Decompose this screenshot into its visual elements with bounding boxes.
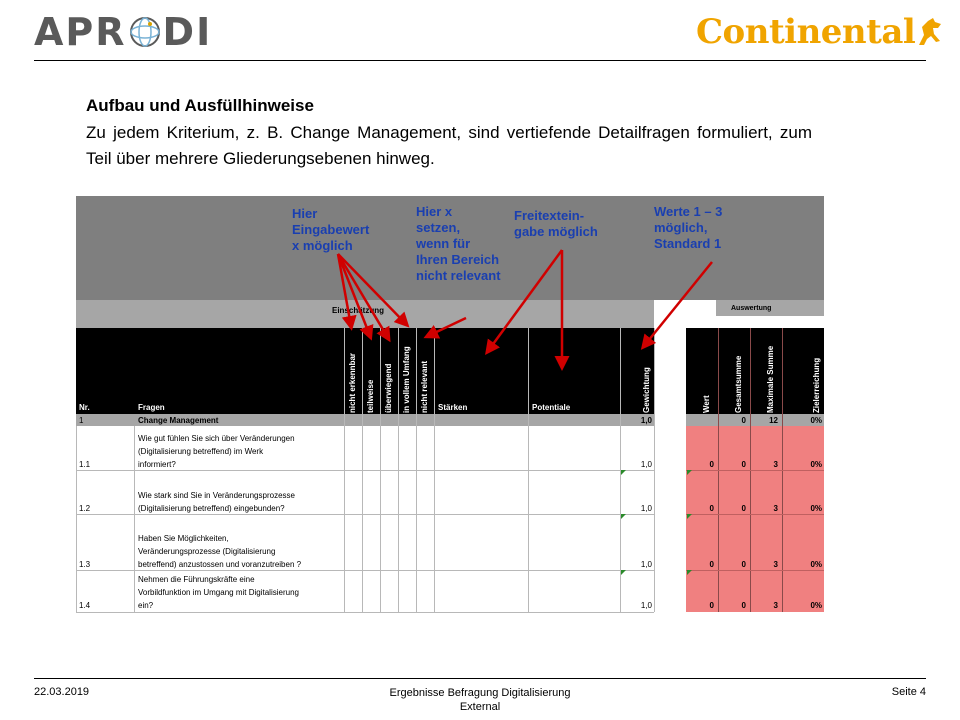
row-maximale-summe: 3 xyxy=(773,601,778,610)
continental-logo xyxy=(696,10,945,54)
col-staerken: Stärken xyxy=(438,403,468,412)
annotation-eingabewert: Hier Eingabewert x möglich xyxy=(292,206,370,253)
row-gewichtung[interactable]: 1,0 xyxy=(640,601,652,610)
row-wert: 0 xyxy=(709,560,714,569)
col-in-vollem-umfang: in vollem Umfang xyxy=(402,346,411,413)
col-nr: Nr. xyxy=(79,403,90,412)
row-wert: 0 xyxy=(709,504,714,513)
row-gesamtsumme: 0 xyxy=(741,560,746,569)
row-question-line: Wie stark sind Sie in Veränderungsprozesse xyxy=(138,491,295,500)
footer-title: Ergebnisse Befragung Digitalisierung External xyxy=(389,687,571,713)
col-gewichtung: Gewichtung xyxy=(642,367,651,413)
apr-logo xyxy=(34,10,212,54)
annotation-arrows xyxy=(76,196,824,614)
row-zielerreichung: 0% xyxy=(810,504,822,513)
annotation-freitext: Freitextein- gabe möglich xyxy=(514,208,598,239)
col-maximale-summe: Maximale Summe xyxy=(766,345,775,413)
row-zielerreichung: 0% xyxy=(810,460,822,469)
apr-logo-text-start: APR xyxy=(34,10,127,54)
row-zielerreichung: 0% xyxy=(810,560,822,569)
row-gesamtsumme: 0 xyxy=(741,504,746,513)
row-gesamtsumme: 0 xyxy=(741,601,746,610)
apr-logo-text-end: DI xyxy=(162,10,213,54)
section-zielerreichung: 0% xyxy=(810,416,822,425)
annotation-nicht-relevant: Hier x setzen, wenn für Ihren Bereich nicht relevant xyxy=(416,204,501,283)
header-divider xyxy=(34,60,926,61)
row-question-line: informiert? xyxy=(138,460,176,469)
row-question-line: ein? xyxy=(138,601,154,610)
row-question-line: (Digitalisierung betreffend) im Werk xyxy=(138,447,264,456)
row-gewichtung[interactable]: 1,0 xyxy=(640,560,652,569)
row-maximale-summe: 3 xyxy=(773,560,778,569)
group-label-auswertung: Auswertung xyxy=(731,305,772,312)
continental-logo-text: Continental xyxy=(696,12,916,52)
col-ueberwiegend: überwiegend xyxy=(384,363,393,413)
footer-date: 22.03.2019 xyxy=(34,686,90,698)
annotation-werte: Werte 1 – 3 möglich, Standard 1 xyxy=(654,204,723,251)
section-maximale-summe: 12 xyxy=(769,416,778,425)
section-gesamtsumme: 0 xyxy=(741,416,746,425)
row-wert: 0 xyxy=(709,460,714,469)
col-fragen: Fragen xyxy=(138,403,165,412)
group-label-einschaetzung: Einschätzung xyxy=(332,306,385,315)
row-maximale-summe: 3 xyxy=(773,504,778,513)
col-wert: Wert xyxy=(702,395,711,413)
row-nr: 1.4 xyxy=(79,601,91,610)
row-nr: 1.2 xyxy=(79,504,91,513)
col-gesamtsumme: Gesamtsumme xyxy=(734,355,743,413)
globe-icon xyxy=(128,15,162,49)
row-question-line: Nehmen die Führungskräfte eine xyxy=(138,575,255,584)
questionnaire-table xyxy=(76,196,824,614)
row-gesamtsumme: 0 xyxy=(741,460,746,469)
row-gewichtung[interactable]: 1,0 xyxy=(640,460,652,469)
row-nr: 1.3 xyxy=(79,560,91,569)
row-wert: 0 xyxy=(709,601,714,610)
col-teilweise: teilweise xyxy=(366,379,375,413)
footer-page-number: Seite 4 xyxy=(891,686,926,698)
section-gewichtung: 1,0 xyxy=(640,416,652,425)
horse-icon xyxy=(915,15,945,49)
row-maximale-summe: 3 xyxy=(773,460,778,469)
col-potentiale: Potentiale xyxy=(532,403,571,412)
footer-divider xyxy=(34,678,926,679)
section-heading: Aufbau und Ausfüllhinweise xyxy=(86,96,314,115)
row-question-line: Vorbildfunktion im Umgang mit Digitalisierung xyxy=(138,588,299,597)
col-nicht-erkennbar: nicht erkennbar xyxy=(348,352,357,413)
section-nr: 1 xyxy=(79,416,84,425)
row-question-line: Haben Sie Möglichkeiten, xyxy=(138,534,229,543)
col-zielerreichung: Zielerreichung xyxy=(812,357,821,413)
row-question-line: (Digitalisierung betreffend) eingebunden? xyxy=(138,504,285,513)
section-title: Change Management xyxy=(138,416,219,425)
col-nicht-relevant: nicht relevant xyxy=(420,360,429,413)
row-gewichtung[interactable]: 1,0 xyxy=(640,504,652,513)
row-nr: 1.1 xyxy=(79,460,91,469)
row-question-line: Wie gut fühlen Sie sich über Veränderungen xyxy=(138,434,295,443)
row-question-line: betreffend) anzustossen und voranzutreiben ? xyxy=(138,560,302,569)
intro-text: Zu jedem Kriterium, z. B. Change Management, sind vertiefende Detailfragen formuliert, zum Teil über mehrere Gliederungsebenen hinweg. xyxy=(86,123,812,168)
row-zielerreichung: 0% xyxy=(810,601,822,610)
row-question-line: Veränderungsprozesse (Digitalisierung xyxy=(138,547,276,556)
